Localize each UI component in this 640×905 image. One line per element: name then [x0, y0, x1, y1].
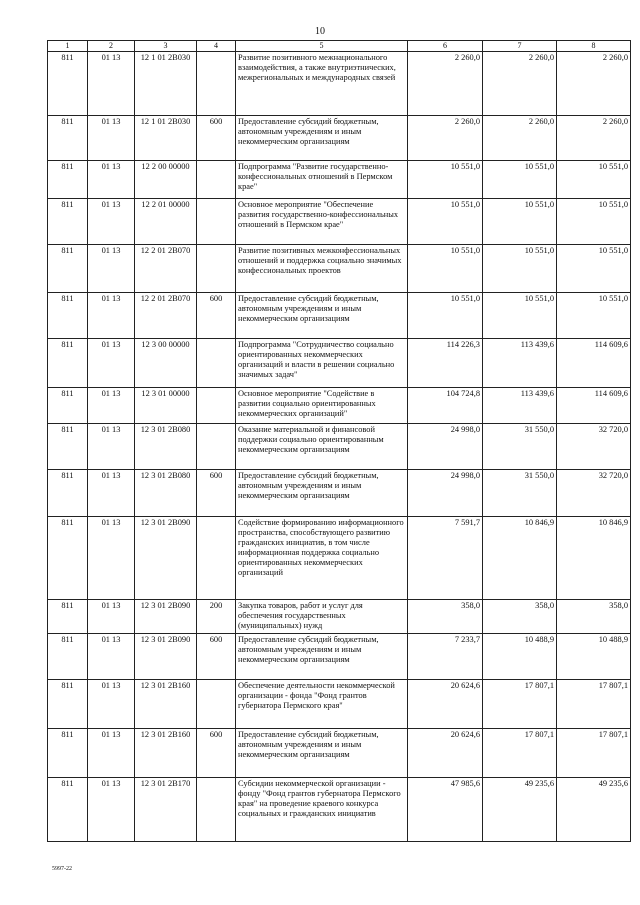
ministry-code-cell: 811 [48, 599, 88, 633]
expense-type-cell [197, 198, 236, 244]
table-row [48, 728, 631, 777]
expense-type-cell [197, 51, 236, 115]
section-cell: 01 13 [88, 51, 135, 115]
budget-table [47, 40, 631, 842]
amount-cell: 113 439,6 [483, 387, 557, 423]
item-code-cell: 12 3 01 2В090 [135, 516, 197, 599]
table-row [48, 115, 631, 160]
amount-cell: 2 260,0 [483, 51, 557, 115]
expense-type-cell [197, 387, 236, 423]
section-cell: 01 13 [88, 115, 135, 160]
item-code-cell: 12 3 01 2В090 [135, 599, 197, 633]
column-header: 3 [135, 41, 197, 52]
table-row [48, 679, 631, 728]
section-cell: 01 13 [88, 599, 135, 633]
ministry-code-cell: 811 [48, 728, 88, 777]
section-cell: 01 13 [88, 469, 135, 516]
table-row [48, 387, 631, 423]
amount-cell: 24 998,0 [408, 469, 483, 516]
table-row [48, 338, 631, 387]
section-cell: 01 13 [88, 679, 135, 728]
section-cell: 01 13 [88, 423, 135, 469]
ministry-code-cell: 811 [48, 679, 88, 728]
amount-cell: 31 550,0 [483, 469, 557, 516]
amount-cell: 2 260,0 [408, 115, 483, 160]
description-cell: Предоставление субсидий бюджетным, автономным учреждениям и иным некоммерческим организациям [236, 292, 408, 338]
amount-cell: 113 439,6 [483, 338, 557, 387]
item-code-cell: 12 3 01 00000 [135, 387, 197, 423]
column-header: 4 [197, 41, 236, 52]
amount-cell: 10 551,0 [483, 160, 557, 198]
amount-cell: 17 807,1 [483, 679, 557, 728]
table-body [48, 51, 631, 841]
description-cell: Подпрограмма "Сотрудничество социально ориентированных некоммерческих организаций и власти в решении социально значимых задач" [236, 338, 408, 387]
column-header: 2 [88, 41, 135, 52]
amount-cell: 2 260,0 [483, 115, 557, 160]
amount-cell: 7 233,7 [408, 633, 483, 679]
description-cell: Закупка товаров, работ и услуг для обеспечения государственных (муниципальных) нужд [236, 599, 408, 633]
ministry-code-cell: 811 [48, 244, 88, 292]
column-header: 6 [408, 41, 483, 52]
amount-cell: 114 609,6 [557, 338, 631, 387]
amount-cell: 31 550,0 [483, 423, 557, 469]
item-code-cell: 12 3 01 2В080 [135, 423, 197, 469]
description-cell: Основное мероприятие "Содействие в развитии социально ориентированных некоммерческих организаций" [236, 387, 408, 423]
table-row [48, 423, 631, 469]
ministry-code-cell: 811 [48, 338, 88, 387]
amount-cell: 17 807,1 [483, 728, 557, 777]
expense-type-cell: 600 [197, 728, 236, 777]
amount-cell: 358,0 [483, 599, 557, 633]
page-number: 10 [315, 26, 325, 37]
description-cell: Подпрограмма "Развитие государственно-конфессиональных отношений в Пермском крае" [236, 160, 408, 198]
section-cell: 01 13 [88, 160, 135, 198]
expense-type-cell: 600 [197, 292, 236, 338]
table-row [48, 516, 631, 599]
item-code-cell: 12 2 00 00000 [135, 160, 197, 198]
section-cell: 01 13 [88, 198, 135, 244]
expense-type-cell [197, 160, 236, 198]
amount-cell: 10 488,9 [483, 633, 557, 679]
amount-cell: 358,0 [557, 599, 631, 633]
table-row [48, 160, 631, 198]
amount-cell: 17 807,1 [557, 728, 631, 777]
amount-cell: 20 624,6 [408, 728, 483, 777]
ministry-code-cell: 811 [48, 198, 88, 244]
amount-cell: 10 551,0 [557, 292, 631, 338]
expense-type-cell: 600 [197, 115, 236, 160]
item-code-cell: 12 3 01 2В160 [135, 679, 197, 728]
item-code-cell: 12 1 01 2В030 [135, 51, 197, 115]
table-row [48, 777, 631, 841]
table-row [48, 244, 631, 292]
column-header: 7 [483, 41, 557, 52]
amount-cell: 32 720,0 [557, 469, 631, 516]
amount-cell: 10 846,9 [483, 516, 557, 599]
ministry-code-cell: 811 [48, 469, 88, 516]
column-header: 5 [236, 41, 408, 52]
table-row [48, 633, 631, 679]
amount-cell: 17 807,1 [557, 679, 631, 728]
section-cell: 01 13 [88, 633, 135, 679]
amount-cell: 10 846,9 [557, 516, 631, 599]
amount-cell: 47 985,6 [408, 777, 483, 841]
expense-type-cell: 600 [197, 633, 236, 679]
table-row [48, 292, 631, 338]
expense-type-cell [197, 516, 236, 599]
column-header: 8 [557, 41, 631, 52]
section-cell: 01 13 [88, 244, 135, 292]
expense-type-cell [197, 423, 236, 469]
item-code-cell: 12 3 01 2В160 [135, 728, 197, 777]
section-cell: 01 13 [88, 292, 135, 338]
description-cell: Предоставление субсидий бюджетным, автономным учреждениям и иным некоммерческим организациям [236, 728, 408, 777]
expense-type-cell [197, 679, 236, 728]
amount-cell: 10 551,0 [408, 160, 483, 198]
ministry-code-cell: 811 [48, 160, 88, 198]
table-row [48, 469, 631, 516]
amount-cell: 49 235,6 [557, 777, 631, 841]
ministry-code-cell: 811 [48, 633, 88, 679]
expense-type-cell [197, 338, 236, 387]
document-code: 5997-22 [52, 866, 72, 872]
amount-cell: 10 551,0 [408, 292, 483, 338]
description-cell: Основное мероприятие "Обеспечение развития государственно-конфессиональных отношений в Пермском крае" [236, 198, 408, 244]
description-cell: Оказание материальной и финансовой поддержки социально ориентированным некоммерческим организациям [236, 423, 408, 469]
table-row [48, 198, 631, 244]
expense-type-cell [197, 244, 236, 292]
section-cell: 01 13 [88, 516, 135, 599]
table-row [48, 599, 631, 633]
amount-cell: 32 720,0 [557, 423, 631, 469]
amount-cell: 114 226,3 [408, 338, 483, 387]
amount-cell: 10 551,0 [408, 244, 483, 292]
item-code-cell: 12 3 01 2В090 [135, 633, 197, 679]
item-code-cell: 12 2 01 00000 [135, 198, 197, 244]
description-cell: Обеспечение деятельности некоммерческой организации - фонда "Фонд грантов губернатора Пермского края" [236, 679, 408, 728]
description-cell: Развитие позитивного межнационального взаимодействия, а также внутриэтнических, межрегиональных и международных связей [236, 51, 408, 115]
amount-cell: 104 724,8 [408, 387, 483, 423]
amount-cell: 10 488,9 [557, 633, 631, 679]
item-code-cell: 12 3 00 00000 [135, 338, 197, 387]
ministry-code-cell: 811 [48, 777, 88, 841]
amount-cell: 10 551,0 [483, 292, 557, 338]
ministry-code-cell: 811 [48, 292, 88, 338]
ministry-code-cell: 811 [48, 423, 88, 469]
description-cell: Субсидии некоммерческой организации - фонду "Фонд грантов губернатора Пермского края" на проведение краевого конкурса социальных и гражданских инициатив [236, 777, 408, 841]
amount-cell: 10 551,0 [483, 198, 557, 244]
amount-cell: 2 260,0 [557, 51, 631, 115]
item-code-cell: 12 1 01 2В030 [135, 115, 197, 160]
expense-type-cell: 600 [197, 469, 236, 516]
amount-cell: 358,0 [408, 599, 483, 633]
amount-cell: 20 624,6 [408, 679, 483, 728]
expense-type-cell [197, 777, 236, 841]
ministry-code-cell: 811 [48, 516, 88, 599]
amount-cell: 24 998,0 [408, 423, 483, 469]
amount-cell: 10 551,0 [483, 244, 557, 292]
description-cell: Содействие формированию информационного пространства, способствующего развитию гражданских инициатив, в том числе информационная поддержка социально ориентированных некоммерческих организаций [236, 516, 408, 599]
amount-cell: 10 551,0 [557, 244, 631, 292]
item-code-cell: 12 3 01 2В080 [135, 469, 197, 516]
amount-cell: 10 551,0 [557, 198, 631, 244]
amount-cell: 2 260,0 [408, 51, 483, 115]
amount-cell: 49 235,6 [483, 777, 557, 841]
ministry-code-cell: 811 [48, 51, 88, 115]
description-cell: Развитие позитивных межконфессиональных отношений и поддержка социально значимых конфессиональных проектов [236, 244, 408, 292]
header-row [48, 41, 631, 52]
amount-cell: 10 551,0 [408, 198, 483, 244]
amount-cell: 114 609,6 [557, 387, 631, 423]
description-cell: Предоставление субсидий бюджетным, автономным учреждениям и иным некоммерческим организациям [236, 115, 408, 160]
item-code-cell: 12 2 01 2В070 [135, 292, 197, 338]
section-cell: 01 13 [88, 387, 135, 423]
expense-type-cell: 200 [197, 599, 236, 633]
amount-cell: 7 591,7 [408, 516, 483, 599]
ministry-code-cell: 811 [48, 115, 88, 160]
description-cell: Предоставление субсидий бюджетным, автономным учреждениям и иным некоммерческим организациям [236, 633, 408, 679]
column-header: 1 [48, 41, 88, 52]
item-code-cell: 12 3 01 2В170 [135, 777, 197, 841]
section-cell: 01 13 [88, 728, 135, 777]
section-cell: 01 13 [88, 777, 135, 841]
section-cell: 01 13 [88, 338, 135, 387]
description-cell: Предоставление субсидий бюджетным, автономным учреждениям и иным некоммерческим организациям [236, 469, 408, 516]
item-code-cell: 12 2 01 2В070 [135, 244, 197, 292]
amount-cell: 10 551,0 [557, 160, 631, 198]
amount-cell: 2 260,0 [557, 115, 631, 160]
table-row [48, 51, 631, 115]
ministry-code-cell: 811 [48, 387, 88, 423]
